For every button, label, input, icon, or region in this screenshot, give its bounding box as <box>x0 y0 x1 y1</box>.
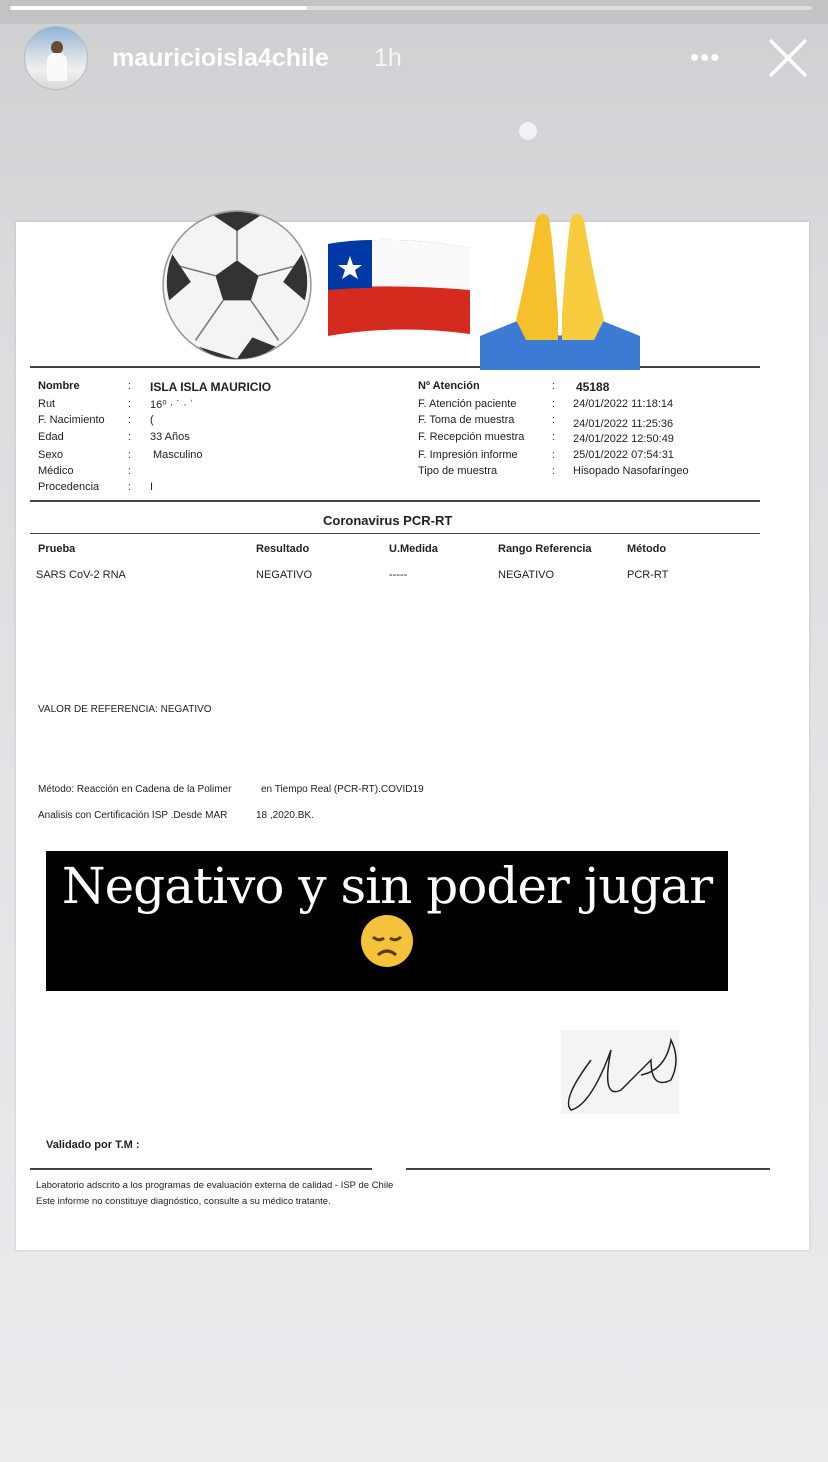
field-value: I <box>150 481 154 493</box>
avatar[interactable] <box>24 26 88 90</box>
footer-note: Este informe no constituye diagnóstico, consulte a su médico tratante. <box>36 1196 331 1207</box>
field-value: Masculino <box>153 449 203 461</box>
soccer-ball-icon <box>160 208 314 362</box>
table-header: Prueba <box>38 543 76 555</box>
close-icon[interactable] <box>766 36 810 80</box>
section-title: Coronavirus PCR-RT <box>323 513 453 528</box>
certification-text: Analisis con Certificación ISP .Desde MAR <box>38 810 228 821</box>
field-colon: : <box>128 449 132 461</box>
field-label: Nº Atención <box>418 380 480 392</box>
divider <box>30 500 760 502</box>
caption-banner <box>46 851 728 991</box>
table-cell: ----- <box>389 569 408 581</box>
field-value: 24/01/2022 11:25:36 <box>573 418 674 430</box>
field-value: 24/01/2022 12:50:49 <box>573 433 674 445</box>
table-header: U.Medida <box>389 543 438 555</box>
footer-note: Laboratorio adscrito a los programas de evaluación externa de calidad - ISP de Chile <box>36 1180 394 1191</box>
field-value: ISLA ISLA MAURICIO <box>150 380 272 394</box>
field-label: F. Nacimiento <box>38 414 105 426</box>
field-label: Tipo de muestra <box>418 465 498 477</box>
disappointed-face-icon <box>359 913 415 969</box>
divider <box>406 1168 770 1170</box>
field-colon: : <box>552 398 556 410</box>
field-value: Hisopado Nasofaríngeo <box>573 465 689 477</box>
pcr-document <box>16 222 809 1250</box>
caption-text: Negativo y sin poder jugar <box>61 857 713 915</box>
praying-hands-icon <box>478 206 642 370</box>
story-progress-bar <box>10 6 812 10</box>
field-value: 25/01/2022 07:54:31 <box>573 449 674 461</box>
field-colon: : <box>552 414 556 426</box>
field-colon: : <box>552 465 556 477</box>
post-time: 1h <box>374 44 402 72</box>
progress-fill <box>10 6 307 10</box>
chile-flag-icon <box>326 236 472 338</box>
status-area <box>0 0 828 24</box>
field-colon: : <box>128 414 132 426</box>
signature <box>561 1030 679 1114</box>
method-text: Método: Reacción en Cadena de la Polimer <box>38 784 232 795</box>
table-cell: NEGATIVO <box>256 569 313 581</box>
divider <box>30 1168 372 1170</box>
sticker-dot <box>519 122 537 140</box>
certification-text: 18 ,2020.BK. <box>256 810 314 821</box>
username[interactable]: mauricioisla4chile <box>112 44 329 72</box>
field-label: Rut <box>38 398 56 410</box>
field-label: Edad <box>38 431 64 443</box>
table-header: Rango Referencia <box>498 543 592 555</box>
field-colon: : <box>128 465 132 477</box>
reference-value: VALOR DE REFERENCIA: NEGATIVO <box>38 704 212 715</box>
field-colon: : <box>552 449 556 461</box>
more-options-button[interactable]: ••• <box>690 42 721 72</box>
field-label: Nombre <box>38 380 80 392</box>
table-cell: NEGATIVO <box>498 569 555 581</box>
field-colon: : <box>128 431 132 443</box>
field-label: F. Atención paciente <box>418 398 517 410</box>
divider <box>30 366 760 368</box>
field-colon: : <box>128 481 132 493</box>
table-cell: SARS CoV-2 RNA <box>36 569 126 581</box>
field-label: F. Toma de muestra <box>418 414 515 426</box>
field-colon: : <box>552 380 556 392</box>
field-value: 45188 <box>576 380 610 394</box>
field-value: ( <box>150 414 154 426</box>
field-value: 33 Años <box>150 431 190 443</box>
field-label: F. Recepción muestra <box>418 431 525 443</box>
field-label: Procedencia <box>38 481 100 493</box>
validated-label: Validado por T.M : <box>46 1139 140 1151</box>
field-label: Sexo <box>38 449 64 461</box>
field-colon: : <box>128 380 132 392</box>
field-colon: : <box>128 398 132 410</box>
method-text: en Tiempo Real (PCR-RT).COVID19 <box>261 784 424 795</box>
field-colon: : <box>552 431 556 443</box>
divider <box>30 533 760 534</box>
field-value: 24/01/2022 11:18:14 <box>573 398 674 410</box>
field-label: Médico <box>38 465 74 477</box>
field-label: F. Impresión informe <box>418 449 518 461</box>
table-cell: PCR-RT <box>627 569 669 581</box>
table-header: Método <box>627 543 667 555</box>
table-header: Resultado <box>256 543 310 555</box>
field-value: 16⁰ · ˙ · ˈ <box>150 399 194 411</box>
